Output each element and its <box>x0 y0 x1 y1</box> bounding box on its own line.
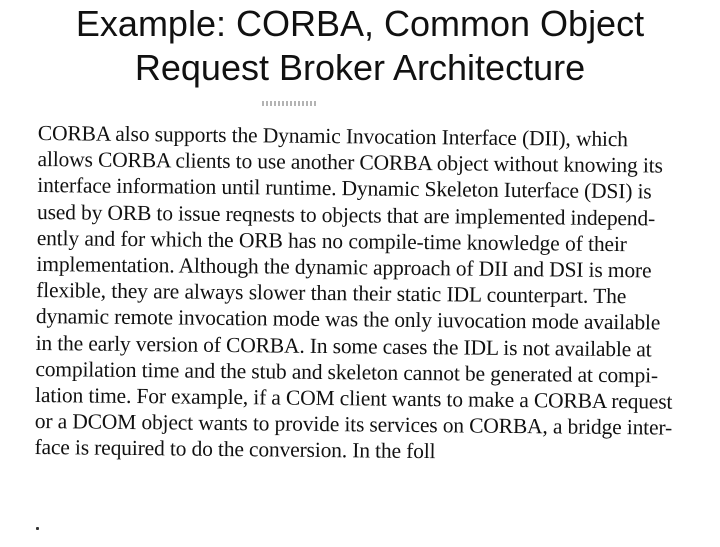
scan-speck <box>36 527 39 530</box>
scan-cutoff-fade <box>300 496 500 516</box>
text-line: allows CORBA clients to use another CORBA object without knowing its <box>37 147 663 178</box>
slide-title-line-1: Example: CORBA, Common Object <box>75 3 645 44</box>
text-line-last: face is required to do the conversion. In the foll <box>34 435 436 464</box>
text-line: interface information until runtime. Dynamic Skeleton Iuterface (DSI) is <box>37 173 652 204</box>
text-line: flexible, they are always slower than their static IDL counterpart. The <box>36 278 627 309</box>
text-line: in the early version of CORBA. In some cases the IDL is not available at <box>35 330 652 361</box>
text-line: ently and for which the ORB has no compile-time knowledge of their <box>36 225 627 256</box>
slide-title <box>0 2 720 90</box>
text-line: used by ORB to issue reqnests to objects that are implemented independ- <box>36 199 656 231</box>
text-line: implementation. Although the dynamic approach of DII and DSI is more <box>36 251 652 283</box>
text-line: dynamic remote invocation mode was the only iuvocation mode available <box>35 304 661 335</box>
scanned-text-excerpt <box>34 120 673 546</box>
text-line: CORBA also supports the Dynamic Invocation Interface (DII), which <box>37 120 628 152</box>
text-line: or a DCOM object wants to provide its services on CORBA, a bridge inter- <box>34 409 673 440</box>
text-line: lation time. For example, if a COM client wants to make a CORBA request <box>34 382 673 414</box>
text-line: compilation time and the stub and skeleton cannot be generated at compi- <box>35 356 659 388</box>
slide-title-line-2: Request Broker Architecture <box>134 47 586 88</box>
scan-artifact <box>262 101 318 106</box>
